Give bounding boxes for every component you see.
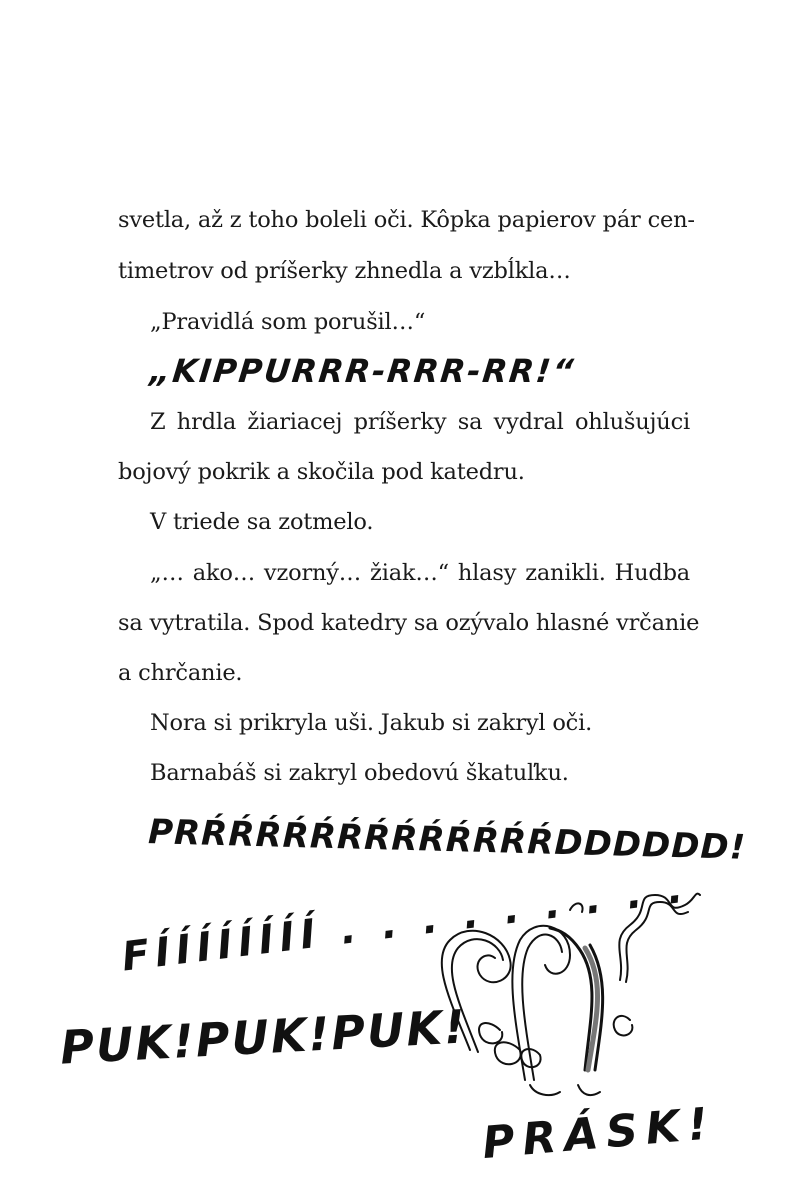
- text-line-12: Barnabáš si zakryl obedovú škatuľku.: [150, 760, 569, 786]
- text-line-1: svetla, až z toho boleli oči. Kôpka papierov pár cen-: [118, 207, 695, 233]
- sound-effect-puk: PUK!PUK!PUK!: [58, 999, 469, 1075]
- sound-effect-prask: PRÁSK!: [480, 1097, 718, 1170]
- smoke-swirls-illustration-icon: [410, 880, 710, 1100]
- sound-effect-prrr: PRŔŔŔŔŔŔŔŔŔŔŔŔŔDDDDDD!: [147, 812, 747, 868]
- text-line-3: „Pravidlá som porušil…“: [150, 309, 426, 335]
- text-line-8: „… ako… vzorný… žiak…“ hlasy zanikli. Hudba: [150, 560, 690, 586]
- text-line-5: Z hrdla žiariacej príšerky sa vydral ohlušujúci: [150, 409, 690, 435]
- text-line-11: Nora si prikryla uši. Jakub si zakryl oči.: [150, 710, 593, 736]
- text-line-6: bojový pokrik a skočila pod katedru.: [118, 459, 525, 485]
- text-line-9: sa vytratila. Spod katedry sa ozývalo hlasné vrčanie: [118, 610, 700, 636]
- text-line-2: timetrov od príšerky zhnedla a vzbĺkla…: [118, 258, 571, 284]
- text-line-7: V triede sa zotmelo.: [150, 509, 374, 535]
- sound-effect-fiii: FÍÍÍÍÍÍÍÍ . . . . . . . . .: [119, 865, 692, 981]
- sound-effect-kippurrr: „KIPPURRR-RRR-RR!“: [148, 352, 578, 390]
- text-line-10: a chrčanie.: [118, 660, 243, 686]
